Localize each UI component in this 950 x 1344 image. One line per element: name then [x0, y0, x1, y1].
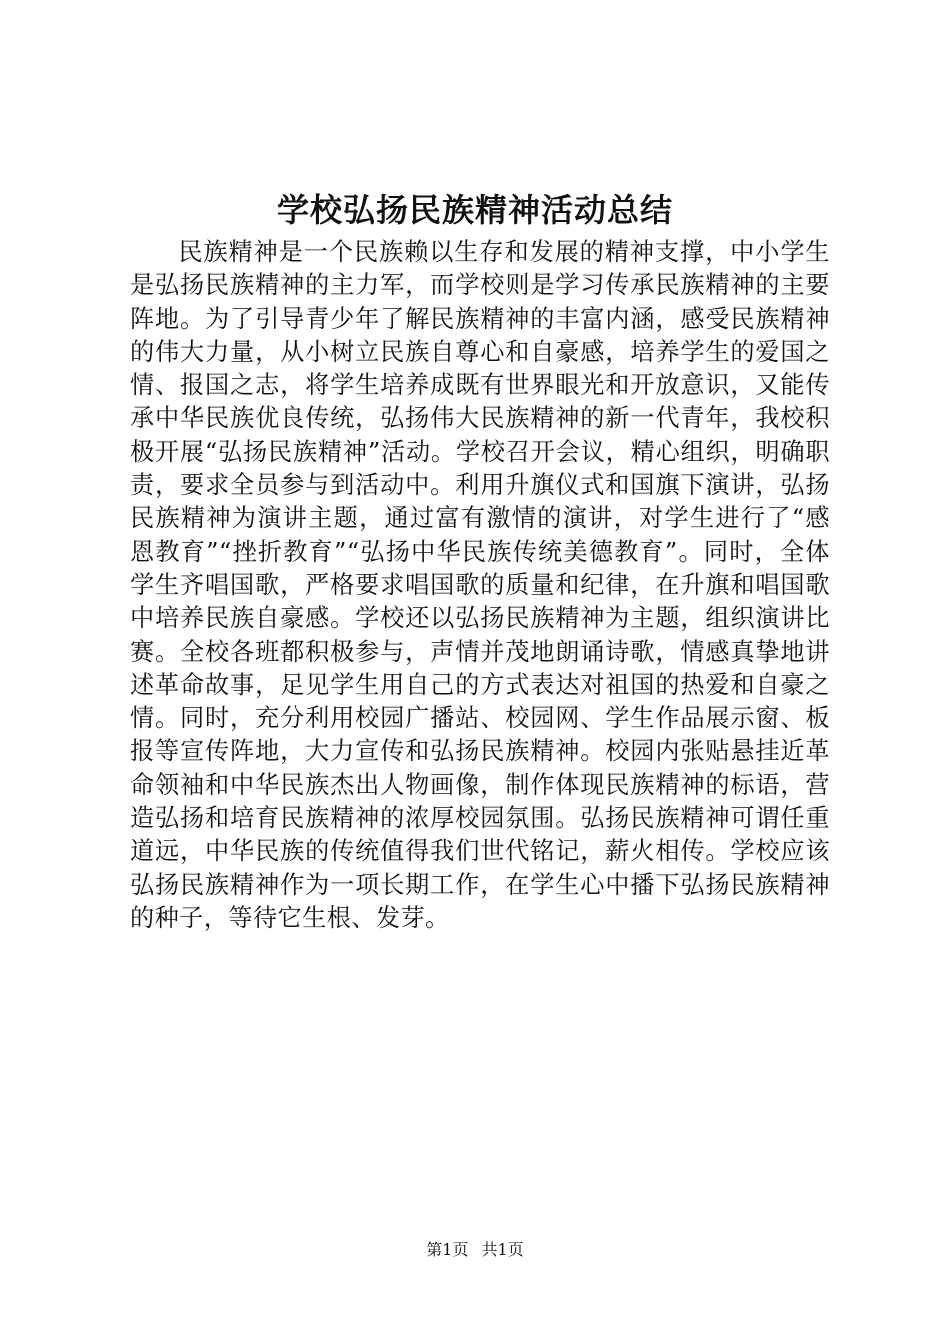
page-footer — [0, 1238, 950, 1262]
page-total: 共1页 — [481, 1240, 524, 1259]
page-number: 第1页 — [426, 1240, 469, 1259]
body-paragraph: 民族精神是一个民族赖以生存和发展的精神支撑，中小学生是弘扬民族精神的主力军，而学校则是学习传承民族精神的主要阵地。为了引导青少年了解民族精神的丰富内涵，感受民族精神的伟大力量，从小树立民族自尊心和自豪感，培养学生的爱国之情、报国之志，将学生培养成既有世界眼光和开放意识，又能传承中华民族优良传统，弘扬伟大民族精神的新一代青年，我校积极开展“弘扬民族精神”活动。学校召开会议，精心组织，明确职责，要求全员参与到活动中。利用升旗仪式和国旗下演讲，弘扬民族精神为演讲主题，通过富有激情的演讲，对学生进行了“感恩教育”“挫折教育”“弘扬中华民族传统美德教育”。同时，全体学生齐唱国歌，严格要求唱国歌的质量和纪律，在升旗和唱国歌中培养民族自豪感。学校还以弘扬民族精神为主题，组织演讲比赛。全校各班都积极参与，声情并茂地朗诵诗歌，情感真挚地讲述革命故事，足见学生用自己的方式表达对祖国的热爱和自豪之情。同时，充分利用校园广播站、校园网、学生作品展示窗、板报等宣传阵地，大力宣传和弘扬民族精神。校园内张贴悬挂近革命领袖和中华民族杰出人物画像，制作体现民族精神的标语，营造弘扬和培育民族精神的浓厚校园氛围。弘扬民族精神可谓任重道远，中华民族的传统值得我们世代铭记，薪火相传。学校应该弘扬民族精神作为一项长期工作，在学生心中播下弘扬民族精神的种子，等待它生根、发芽。 — [130, 238, 830, 932]
document-title: 学校弘扬民族精神活动总结 — [276, 191, 673, 229]
